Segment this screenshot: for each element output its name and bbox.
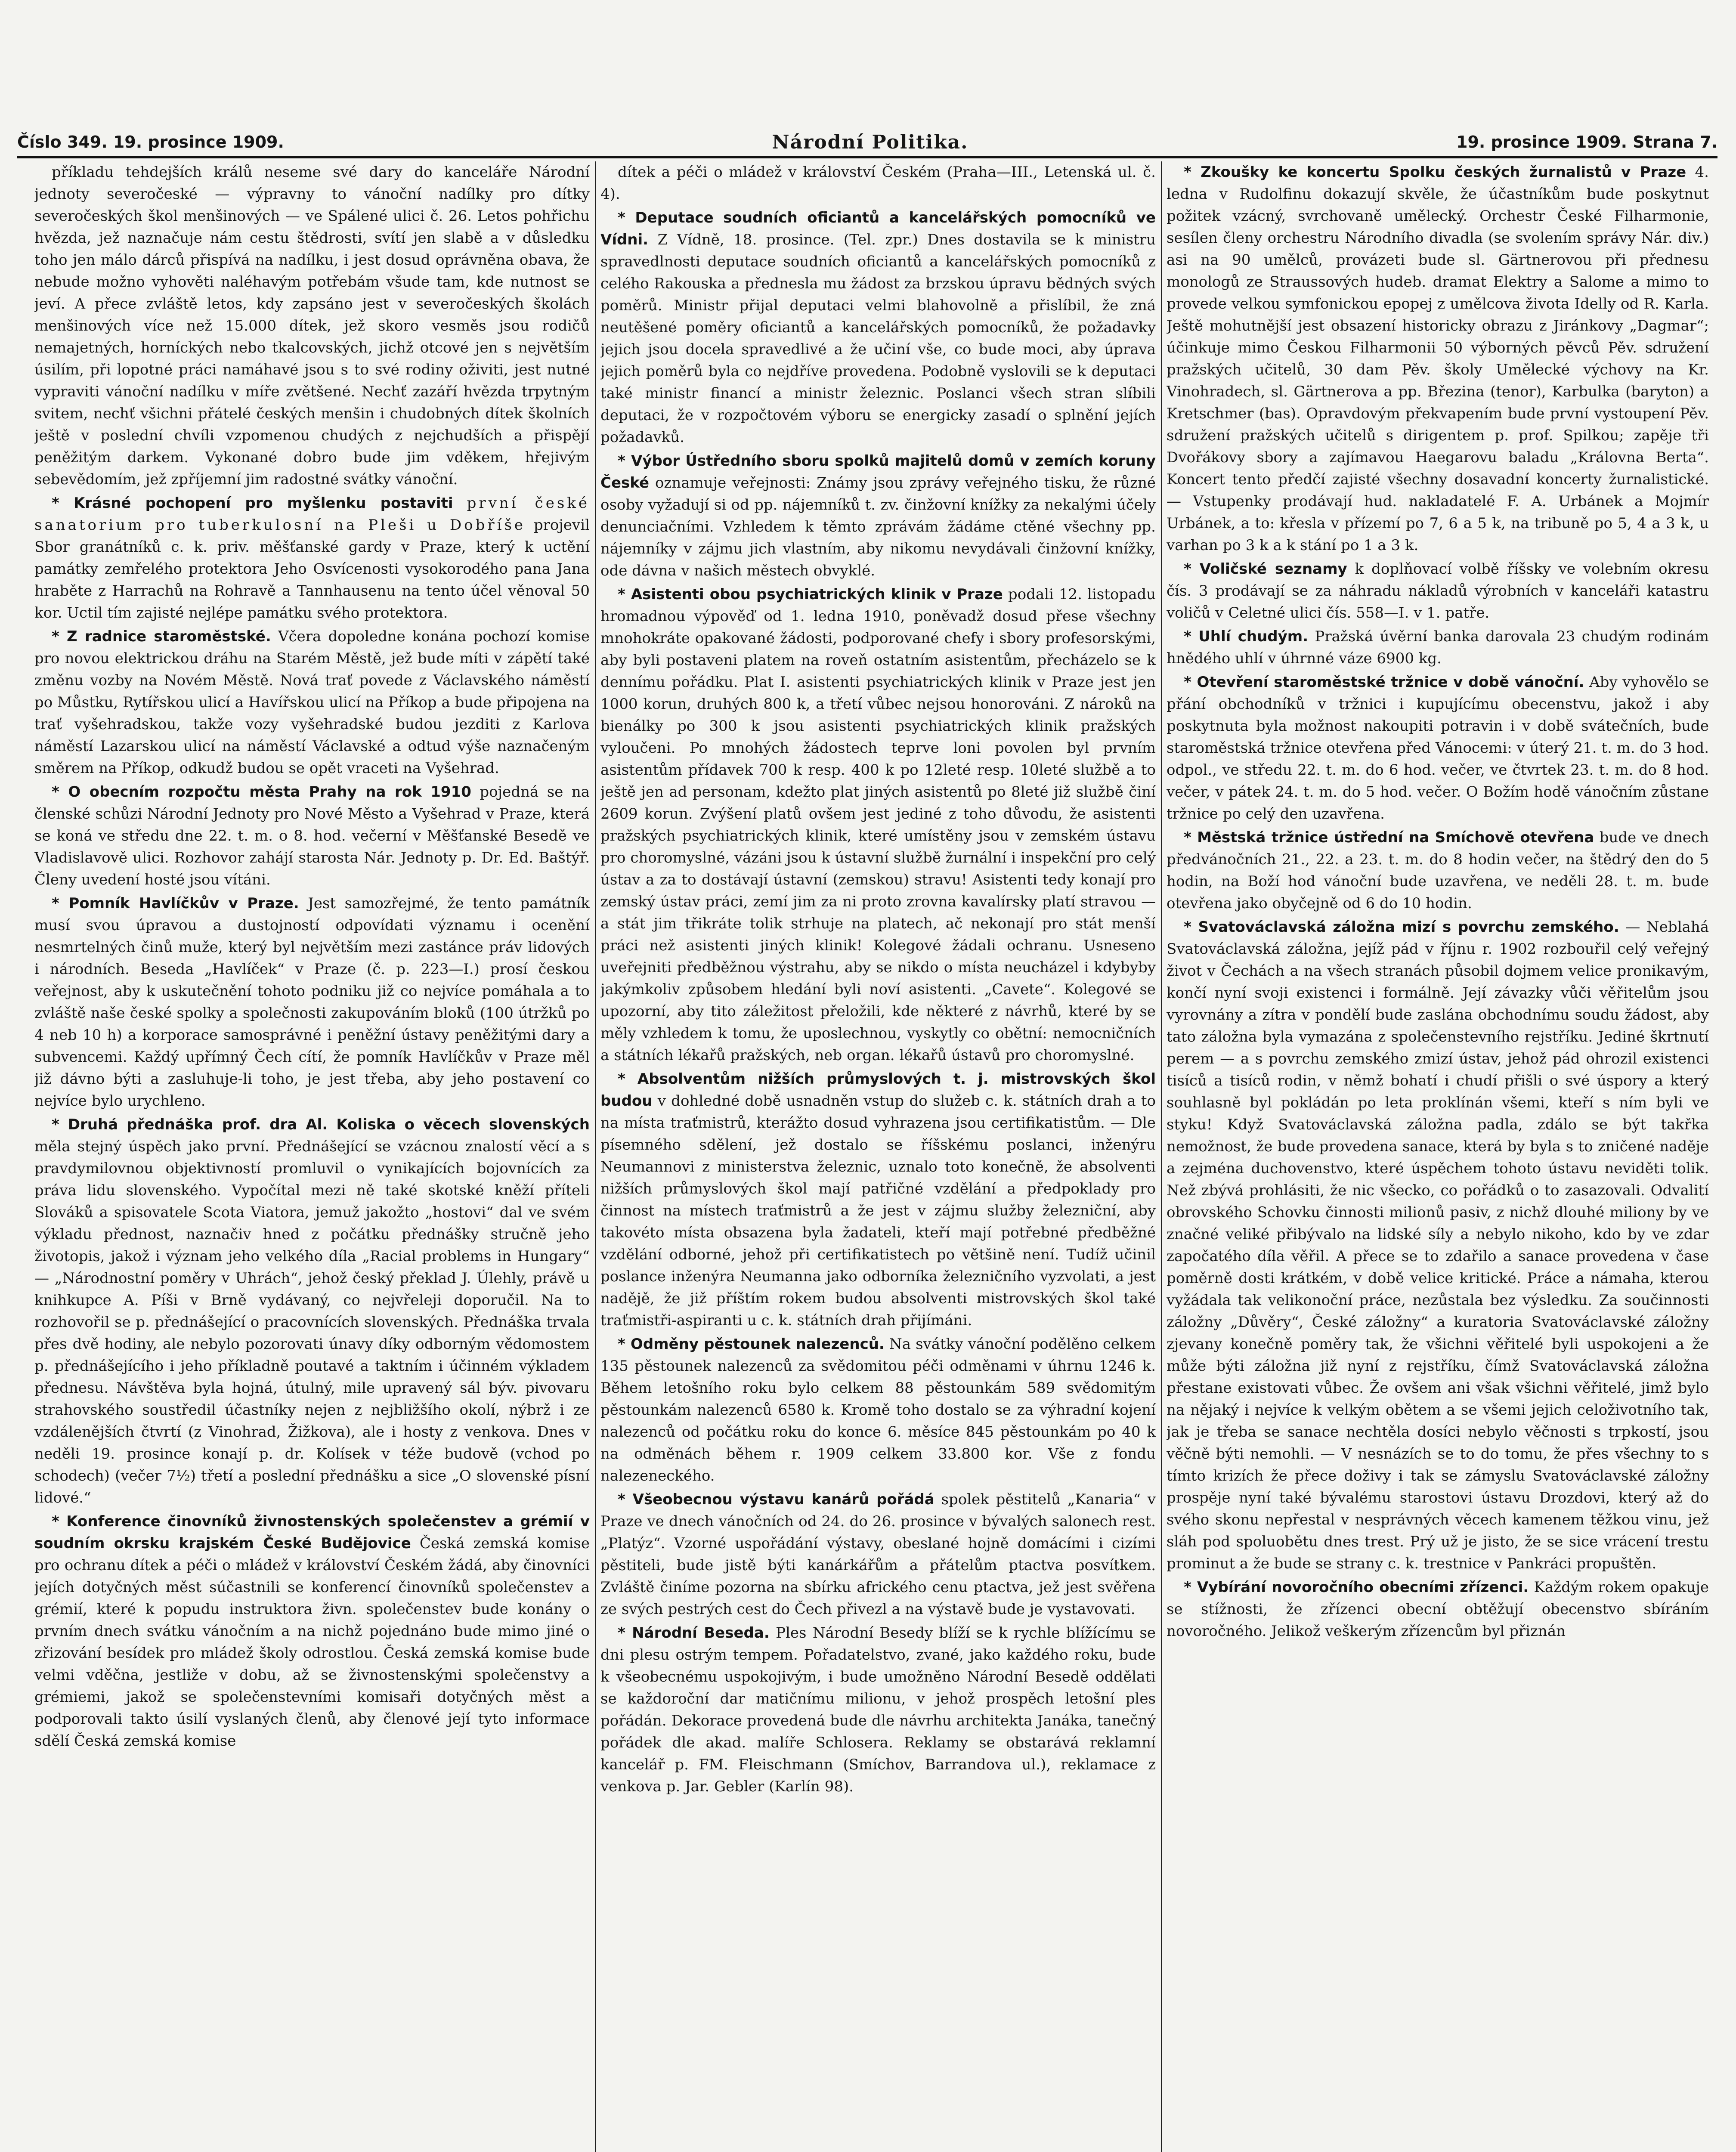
page-header (17, 129, 1717, 155)
article-body: Aby vyhovělo se přání obchodníků v tržnici i kupujícímu obecenstvu, jakož i aby poskytnuta byla možnost nakoupiti potravin i v době svátečních, bude staroměstská tržnice otevřena před Vánocemi: v úterý 21. t. m. do 3 hod. odpol., ve středu 22. t. m. do 6 hod. večer, ve čtvrtek 23. t. m. do 8 hod. večer, v pátek 24. t. m. do 5 hod. večer. O Božím hodě vánočním zůstane tržnice po celý den uzavřena. (1167, 674, 1709, 822)
article-heading: * Z radnice staroměstské. (52, 628, 271, 645)
article-paragraph (600, 161, 1156, 205)
article-paragraph (600, 584, 1156, 1067)
article-heading: * Otevření staroměstské tržnice v době vánoční. (1184, 674, 1584, 691)
article-heading: * Konference činovníků živnostenských společenstev a grémií v soudním okrsku krajském České Budějovice (34, 1513, 590, 1552)
column-divider (1161, 161, 1162, 2152)
article-paragraph (1167, 161, 1709, 557)
article-body: pojedná se na členské schůzi Národní Jednoty pro Nové Město a Vyšehrad v Praze, která se koná ve středu dne 22. t. m. o 8. hod. večerní v Měšťanské Besedě ve Vladislavově ulici. Rozhovor zahájí starosta Nár. Jednoty p. Dr. Ed. Baštýř. Členy uvedení hosté jsou vítáni. (34, 783, 590, 888)
article-paragraph (34, 893, 590, 1112)
article-body: 4. ledna v Rudolfinu dokazují skvěle, že účastníkům bude poskytnut požitek vzácný, svrchovaně umělecký. Orchestr České Filharmonie, sesílen členy orchestru Národního divadla (se svolením správy Nár. div.) asi na 90 umělců, provázeti bude sl. Gärtnerovou při přednesu monologů ze Straussových hudeb. dramat Elektry a Salome a mimo to provede velkou symfonickou epopej z umělcova života Idelly od R. Karla. Ještě mohutnější jest obsazení historicky obrazu z Jiránkovy „Dagmar“; účinkuje mimo Českou Filharmonii 50 výborných pěvců Pěv. sdružení pražských učitelů, 30 dam Pěv. školy Umělecké výchovy na Kr. Vinohradech, sl. Gärtnerova a pp. Březina (tenor), Karbulka (baryton) a Kretschmer (bas). Opravdovým překvapením bude první vystoupení Pěv. sdružení pražských učitelů s dirigentem p. prof. Spilkou; zapěje tři Dvořákovy sbory a zajímavou Haegarovu baladu „Královna Berta“. Koncert tento předčí zajisté všechny dosavadní koncerty žurnalistické. — Vstupenky prodávají hud. nakladatelé F. A. Urbánek a Mojmír Urbánek, a to: křesla v přízemí po 7, 6 a 5 k, na tribuně po 5, 4 a 3 k, u varhan po 3 k a k stání po 1 a 3 k. (1167, 164, 1709, 554)
article-body: oznamuje veřejnosti: Známy jsou zprávy veřejného tisku, že různé osoby vyžadují si od pp. nájemníků t. zv. činžovní knížky za nekalými účely denunciačními. Vzhledem k těmto zprávám žádáme ctěné všechny pp. nájemníky v zájmu jich vlastním, aby nikomu nevydávali činžovní knížky, ode dávna v našich městech obvyklé. (600, 474, 1156, 579)
header-rule (17, 156, 1717, 158)
article-heading: * Absolventům nižších průmyslových t. j. mistrovských škol budou (600, 1070, 1156, 1110)
article-paragraph (34, 626, 590, 779)
article-paragraph (34, 492, 590, 624)
article-heading: * Uhlí chudým. (1184, 628, 1309, 645)
article-heading: * Národní Beseda. (618, 1624, 770, 1642)
article-heading: * Zkoušky ke koncertu Spolku českých žurnalistů v Praze (1184, 164, 1686, 181)
article-paragraph (34, 1114, 590, 1509)
article-heading: * Vybírání novoročního obecními zřízenci. (1184, 1579, 1529, 1596)
article-body: dítek a péči o mládež v království Českém (Praha—III., Letenská ul. č. 4). (600, 164, 1156, 203)
article-body: příkladu tehdejších králů neseme své dary do kanceláře Národní jednoty severočeské — výpravny to vánoční nadílky pro dítky severočeských škol menšinových — ve Spálené ulici č. 26. Letos pohřichu hvězda, jež naznačuje nám cestu štědrosti, svítí jen slabě a v důsledku toho jen málo dárců přispívá na nadílku, i jest dosud oprávněna obava, že nebude možno vyhověti naléhavým potřebám všude tam, kde nutnost se jeví. A přece zvláště letos, kdy zapsáno jest v severočeských školách menšinových více než 15.000 dítek, jež skoro vesměs jsou rodičů nemajetných, horníckých nebo tkalcovských, jichž otcové jen s největším úsilím, při lopotné práci namáhavé jsou s to své rodiny oživiti, jest nutné vypraviti vánoční nadílku v míře zvětšené. Nechť zazáří hvězda trpytným svitem, nechť všichni přátelé českých menšin i chudobných dítek školních ještě v poslední chvíli vzpomenou chudých z nejchudších a přispějí peněžitým darkem. Vykonané dobro bude jim vděkem, hřejivým sebevědomím, jež zpříjemní jim radostné svátky vánoční. (34, 164, 590, 488)
article-body: Česká zemská komise pro ochranu dítek a péči o mládež v království Českém žádá, aby činovníci jejích dotyčných měst súčastnili se konferencí činovníků společenstev a grémií, které k popudu instruktora živn. společenstev bude konány o prvním dnech svátku vánočním a na nichž pojednáno bude mimo jiné o zřizování besídek pro mládež školy odrostlou. Česká zemská komise bude velmi vděčna, jestliže v dobu, až se živnostenskými společenstvy a grémiemi, jakož se společenstevními komisaři dotyčných měst a podporovali takto úsilí vyslaných členů, aby členové její tyto informace sdělí Česká zemská komise (34, 1535, 590, 1750)
article-paragraph (600, 207, 1156, 448)
article-body: Ples Národní Besedy blíží se k rychle blížícímu se dni plesu ostrým tempem. Pořadatelstvo, zvané, jako každého roku, bude k všeobecnému uspokojivým, i bude umožněno Národní Besedě oddělati se každoroční dar matičnímu milionu, v jehož prospěch letošní ples pořádán. Dekorace provedená bude dle návrhu architekta Janáka, tanečný pořádek dle akad. malíře Schlosera. Reklamy se obstarává reklamní kancelář p. FM. Fleischmann (Smíchov, Barrandova ul.), reklamace z venkova p. Jar. Gebler (Karlín 98). (600, 1624, 1156, 1795)
article-paragraph (600, 1622, 1156, 1798)
article-paragraph (1167, 827, 1709, 915)
article-body: podali 12. listopadu hromadnou výpověď od 1. ledna 1910, poněvadž dosud přese všechny mnohokráte opakované žádosti, podporované chefy i sbory profesorskými, aby byli postaveni platem na roveň ostatním asistentům, přecházelo se k dennímu pořádku. Plat I. asistenti psychiatrických klinik v Praze jest jen 1000 korun, druhých 800 k, a třetí vůbec nejsou honorováni. Z nároků na bienálky po 300 k jsou asistenti psychiatrických klinik pražských vyloučeni. Po mnohých žádostech teprve loni povolen byl prvním asistentům přídavek 700 k resp. 400 k po 12leté resp. 10leté službě a to ještě jen ad personam, kdežto plat jiných asistentů po 8leté již službě činí 2609 korun. Zvýšení platů ovšem jest jediné z toho důvodu, že asistenti pražských psychiatrických klinik, které umístěny jsou v zemském ústavu pro choromyslné, vázáni jsou k ústavní službě žurnální i inspekční pro celý ústav a za to dostávají ústavní (zemskou) stravu! Asistenti tedy konají pro zemský ústav práci, zemí jim za ni proto zrovna kavalírsky platí stravou — a stát jim třikráte tolik strhuje na platech, ač nekonají pro stát menší práci než asistenti jiných klinik! Kolegové žádali ochranu. Usneseno uveřejniti předběžnou výstrahu, aby se nikdo o místa neucházel i kdybyby jakýmkoliv způsobem hledání byli noví asistenti. „Cavete“. Kolegové se upozorní, aby tito záležitost přeložili, kde některé z návrhů, které by se měly vzhledem k tomu, že uposlechnou, vyskytly co obětní: nemocničních a státních lékařů pražských, neb organ. lékařů ústavů pro choromyslné. (600, 586, 1156, 1064)
article-heading: * Voličské seznamy (1184, 560, 1347, 578)
column-2 (600, 161, 1156, 2152)
article-body: Na svátky vánoční podělěno celkem 135 pěstounek nalezenců za svědomitou péči odměnami v úhrnu 1246 k. Během letošního roku bylo celkem 88 pěstounkám 589 svědomitým pěstounkám nalezenců 6580 k. Kromě toho dostalo se za výhradní kojení nalezenců od počátku roku do konce 6. měsíce 845 pěstounkám po 40 k na odměnách během r. 1909 celkem 33.800 kor. Vše z fondu nalezeneckého. (600, 1336, 1156, 1484)
article-heading: * Výbor Ústředního sboru spolků majitelů domů v zemích koruny České (600, 452, 1156, 492)
article-heading: * Všeobecnou výstavu kanárů pořádá (618, 1491, 935, 1508)
article-heading: * O obecním rozpočtu města Prahy na rok 1910 (52, 783, 471, 801)
article-heading: * Krásné pochopení pro myšlenku postaviti (52, 495, 453, 512)
article-body: spolek pěstitelů „Kanaria“ v Praze ve dnech vánočních od 24. do 26. prosince v bývalých salonech rest. „Platýz“. Vzorné uspořádání výstavy, obeslané hojně domácími i cizími pěstiteli, bude jistě býti kanárkářům a přátelům ptactva posvítkem. Zvláště činíme pozorna na sbírku afrického cenu ptactva, jež jest svěřena ze svých pestrých cest do Čech přivezl a na výstavě bude je vystavovati. (600, 1491, 1156, 1618)
article-paragraph (600, 1489, 1156, 1620)
article-heading: * Svatováclavská záložna mizí s povrchu zemského. (1184, 918, 1619, 936)
header-issue-date: Číslo 349. 19. prosince 1909. (17, 133, 284, 152)
article-heading: * Deputace soudních oficiantů a kancelářských pomocníků ve Vídni. (600, 209, 1156, 248)
article-body: v dohledné době usnadněn vstup do služeb c. k. státních drah a to na místa traťmistrů, kterážto dosud vyhrazena jsou certifikatistům. — Dle písemného sdělení, jež dostalo se říšskému poslanci, inženýru Neumannovi z ministerstva železnic, uznalo toto konečně, že absolventi nižších průmyslových škol mají patřičné vzdělání a předpoklady pro činnost na místech traťmistrů a že jest v zájmu služby železniční, aby takovéto místa obsazena byla žadateli, kteří mají potřebné předběžné vzdělání odborné, jehož při certifikatistech po většině není. Tudíž učinil poslance inženýra Neumanna jako odborníka železničního vyzvolati, a jest nadějě, že již příštím rokem budou absolventi mistrovských škol také traťmistři-aspiranti u c. k. státních drah přijímáni. (600, 1092, 1156, 1329)
article-heading: * Odměny pěstounek nalezenců. (618, 1336, 885, 1353)
article-body: bude ve dnech předvánočních 21., 22. a 23. t. m. do 8 hodin večer, na štědrý den do 5 hodin, na Boží hod vánoční bude uzavřena, ve neděli 28. t. m. bude otevřena jako obyčejně od 6 do 10 hodin. (1167, 829, 1709, 912)
article-heading: * Asistenti obou psychiatrických klinik v Praze (618, 586, 1003, 603)
article-heading: * Městská tržnice ústřední na Smíchově otevřena (1184, 829, 1594, 846)
article-paragraph (1167, 558, 1709, 624)
article-spaced-text: první české sanatorium pro tuberkulosní na Pleši u Dobříše (34, 495, 590, 534)
article-paragraph (1167, 1577, 1709, 1642)
column-1 (34, 161, 590, 2152)
article-paragraph (34, 781, 590, 891)
article-paragraph (1167, 671, 1709, 825)
article-heading: * Druhá přednáška prof. dra Al. Koliska o věcech slovenských (52, 1116, 590, 1133)
article-paragraph (600, 1333, 1156, 1487)
column-divider (595, 161, 596, 2152)
article-paragraph (34, 161, 590, 491)
column-3 (1167, 161, 1709, 2152)
article-body: měla stejný úspěch jako první. Přednášející se vzácnou znalostí věcí a s pravdymilovnou objektivností promluvil o vynikajících bojovnících za práva lidu slovenského. Vypočítal mezi ně také skotské kněží příteli Slováků a spisovatele Scota Viatora, jemuž jakožto „hostovi“ dal ve svém výkladu přednost, naznačiv hned z počátku přednášky stručně jeho životopis, jakož i význam jeho velkého díla „Racial problems in Hungary“ — „Národnostní poměry v Uhrách“, jehož český překlad J. Úlehly, právě u knihkupce A. Píši v Brně vydávaný, co nejvřeleji doporučil. Na to rozhovořil se p. přednášející o pracovnících slovenských. Přednáška trvala přes dvě hodiny, ale nebylo pozorovati únavy díky odborným vědomostem p. přednášejícího i jeho příkladně poutavé a taktním i účinném výkladem přednesu. Návštěva byla hojná, útulný, mile upravený sál býv. pivovaru strahovského soustředil účastníky nejen z nejbližšího okolí, nýbrž i ze vzdálenějších čtvrtí (z Vinohrad, Žižkova), ale i hosty z venkova. Dnes v neděli 19. prosince konají p. dr. Kolísek v téže budově (vchod po schodech) (večer 7½) třetí a poslední přednášku a sice „O slovenské písní lidové.“ (34, 1138, 590, 1506)
article-heading: * Pomník Havlíčkův v Praze. (52, 895, 299, 912)
article-body: — Neblahá Svatováclavská záložna, jejíž pád v říjnu r. 1902 rozbouřil celý veřejný život v Čechách a na všech stranách působil dojmem velice pronikavým, končí nyní svoji existenci i formálně. Její závazky vůči věřitelům jsou vyrovnány a zítra v pondělí bude zaslána obchodnímu soudu žádost, aby tato záložna byla vymazána z společenstevního rejstříku. Jediné škrtnutí perem — a s povrchu zemského zmizí ústav, jehož pád ohrozil existenci tisíců a tisíců rodin, v němž bohatí i chudí přišli o své úspory a který souhlasně byl pokládán po leta proklínán všemi, kteří s ním byli ve styku! Když Svatováclavská záložna padla, zdálo se být takřka nemožnost, že bude provedena sanace, která by byla s to zničené naděje a zejména duchovenstvo, které úspěchem tohoto ústavu neviděti tolik. Než zbývá prohlásiti, že nic všecko, co pořádků o to zasazovali. Odvalití obrovského Schovku činnosti milionů pasiv, z nichž dlouhé miliony by ve značné veliké přibývalo na lidské síly a nebylo nikoho, kdo by ve zdar započatého díla věřil. A přece se to zdařilo a sanace provedena v čase poměrně dosti krátkém, v době velice kritické. Práce a námaha, kterou vyžádala tak velikonoční práce, nezůstala bez výsledku. Za součinnosti záložny „Důvěry“, České záložny“ a kuratoria Svatováclavské záložny zjevany konečně poměry tak, že všichni věřitelé byli uspokojeni a že může býti záložna již nyní z rejstříku, čímž Svatováclavská záložna přestane existovati vůbec. Že ovšem ani však všichni věřitelé, jimž bylo na nějaký i nejvíce k velkým obětem a se všemi jejich celoživotního tak, jak je třeba se sanace nechtěla dosíci nebylo věčnosti s trpkostí, jsou věčně býti nemohli. — V nesnázích se to do tomu, že přes všechny to s tímto krizích že přece doživy i tak se zámyslu Svatováclavské záložny prospěje nyní také bývalému starostovi ústavu Drozdovi, který až do svého skonu nepřestal v nesprávných věcech kamenem těžkou vinu, jež sláh pod spoluobětu dnes trest. Prý už je jisto, že se sice vrácení trestu prominut a že bude se strany c. k. trestnice v Pankráci propuštěn. (1167, 918, 1709, 1572)
article-body: k doplňovací volbě říšsky ve volebním okresu čís. 3 prodávají se za náhradu nákladů výrobních v kanceláři katastru voličů v Celetné ulici čís. 558—I. v 1. patře. (1167, 560, 1709, 621)
article-paragraph (600, 450, 1156, 582)
article-paragraph (1167, 916, 1709, 1575)
masthead-title: Národní Politika. (772, 131, 969, 153)
article-body: Pražská úvěrní banka darovala 23 chudým rodinám hnědého uhlí v úhrnné váze 6900 kg. (1167, 628, 1709, 667)
article-paragraph (1167, 626, 1709, 670)
article-body: Každým rokem opakuje se stížnosti, že zřízenci obecní obtěžují obecenstvo sbíráním novoročného. Jelikož veškerým zřízencům byl přiznán (1167, 1579, 1709, 1640)
article-body: Včera dopoledne konána pochozí komise pro novou elektrickou dráhu na Starém Městě, jež bude míti v zápětí také změnu vozby na Novém Městě. Nová trať povede z Václavského náměstí po Můstku, Rytířskou ulicí a Havířskou ulicí na Příkop a bude připojena na trať vyšehradskou, takže vozy vyšehradské budou jezditi z Karlova náměstí Lazarskou ulicí na náměstí Václavské a odtud výše naznačeným směrem na Příkop, odkudž budou se opět vraceti na Vyšehrad. (34, 628, 590, 777)
article-paragraph (34, 1511, 590, 1752)
article-paragraph (600, 1068, 1156, 1332)
article-body: Z Vídně, 18. prosince. (Tel. zpr.) Dnes dostavila se k ministru spravedlnosti deputace soudních oficiantů a kancelářských pomocníků z celého Rakouska a přednesla mu žádost za brzskou úpravu bědných svých poměrů. Ministr přijal deputaci velmi blahovolně a přislíbil, že zná neutěšené poměry oficiantů a kancelářských pomocníků, že požadavky jejich jsou docela spravedlivé a že učiní vše, co bude moci, aby úprava jejich poměrů byla co nejdříve provedena. Podobně vyslovili se k deputaci také ministr financí a ministr železnic. Poslanci všech stran slíbili deputaci, že v rozpočtovém výboru se energicky zasadí o splnění jejích požadavků. (600, 231, 1156, 446)
header-page-number: 19. prosince 1909. Strana 7. (1456, 133, 1717, 152)
article-body: Jest samozřejmé, že tento památník musí svou úpravou a dustojností odpovídati významu i ocenění nesmrtelných činů muže, který byl největším mezi zastánce práv lidových i národních. Beseda „Havlíček“ v Praze (č. p. 223—I.) prosí českou veřejnost, aby k uskutečnění tohoto podniku již co nejvíce pomáhala a to zvláště naše české spolky a společnosti zakupováním bloků (100 útržků po 4 neb 10 h) a korporace samosprávné i peněžní ústavy peněžitými dary a subvencemi. Každý upřímný Čech cítí, že pomník Havlíčkův v Praze měl již dávno býti a zasluhuje-li toho, je jest třeba, aby jeho postavení co nejvíce bylo urychleno. (34, 895, 590, 1110)
article-body: projevil Sbor granátníků c. k. priv. měšťanské gardy v Praze, který k uctění památky zemřelého protektora Jeho Osvícenosti vysokorodého pana Jana hraběte z Harrachů na Rohravě a Tannhausenu na tento účel věnoval 50 kor. Uctil tím zajisté nejlépe památku svého protektora. (34, 516, 590, 621)
